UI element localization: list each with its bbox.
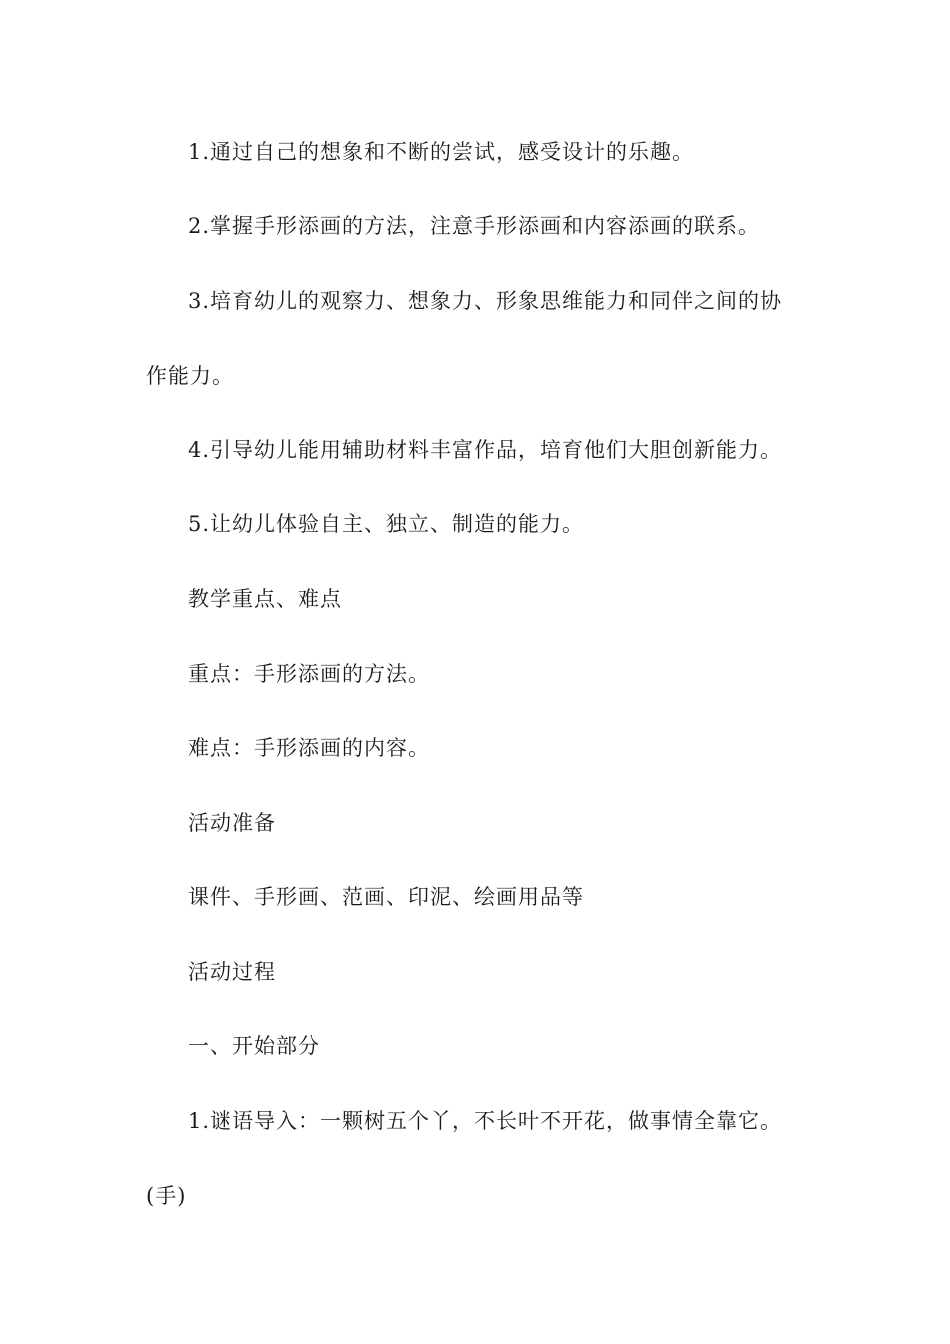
part-one-heading: 一、开始部分 (188, 1034, 320, 1058)
riddle-answer: (手) (146, 1184, 187, 1208)
objective-1: 1.通过自己的想象和不断的尝试，感受设计的乐趣。 (188, 140, 695, 164)
key-points-heading: 教学重点、难点 (188, 587, 342, 611)
objective-5: 5.让幼儿体验自主、独立、制造的能力。 (188, 512, 585, 536)
process-heading: 活动过程 (188, 960, 276, 984)
objective-3: 3.培育幼儿的观察力、想象力、形象思维能力和同伴之间的协 (188, 289, 783, 313)
objective-2: 2.掌握手形添画的方法，注意手形添画和内容添画的联系。 (188, 214, 761, 238)
objective-4: 4.引导幼儿能用辅助材料丰富作品，培育他们大胆创新能力。 (188, 438, 783, 462)
preparation-text: 课件、手形画、范画、印泥、绘画用品等 (188, 885, 584, 909)
objective-3-continued: 作能力。 (146, 364, 234, 388)
preparation-heading: 活动准备 (188, 811, 276, 835)
difficult-point: 难点：手形添画的内容。 (188, 736, 430, 760)
key-point: 重点：手形添画的方法。 (188, 662, 430, 686)
riddle-line: 1.谜语导入：一颗树五个丫，不长叶不开花，做事情全靠它。 (188, 1109, 783, 1133)
